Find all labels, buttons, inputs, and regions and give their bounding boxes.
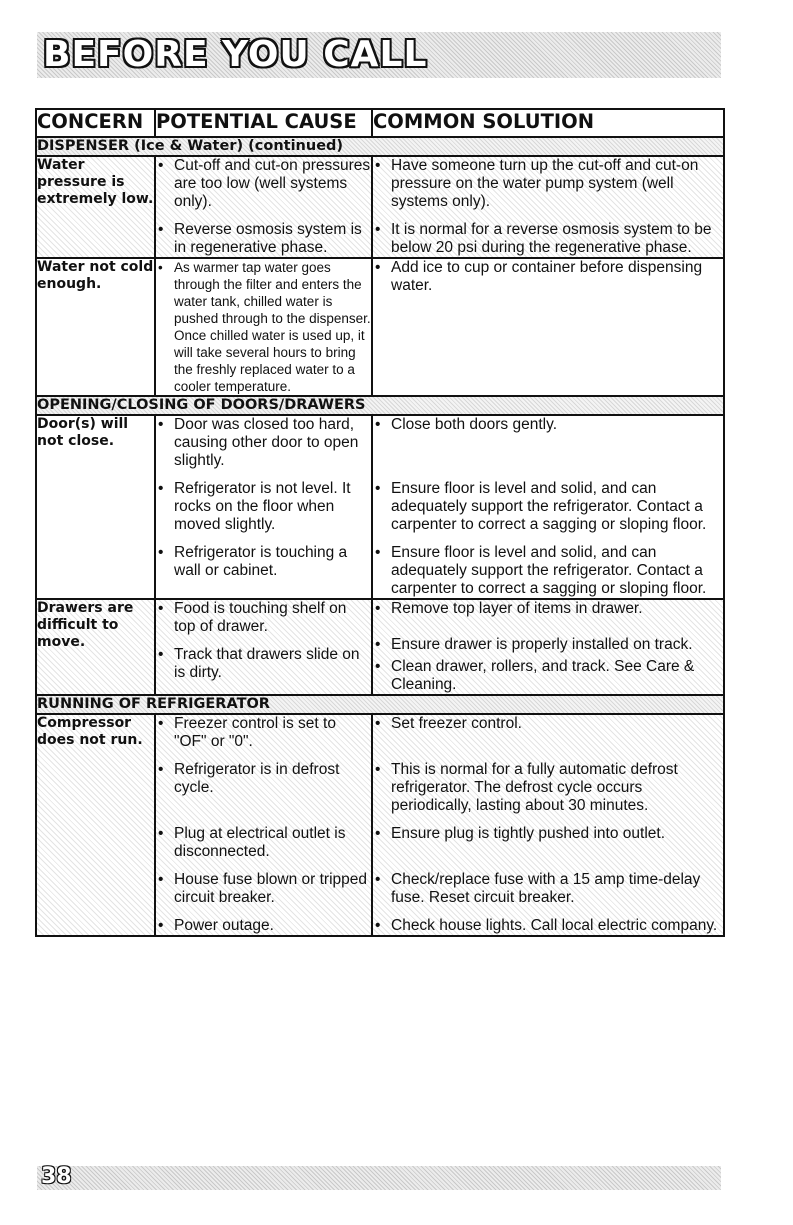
solution-item: • Add ice to cup or container before dispensing water.: [373, 259, 723, 295]
concern-cell: Water not cold enough.: [36, 258, 155, 396]
cause-item: • Freezer control is set to "OF" or "0".: [156, 715, 371, 751]
concern-cell: Compressor does not run.: [36, 714, 155, 936]
solution-cell: [372, 156, 724, 258]
page-number: 38: [41, 1164, 72, 1189]
page-number-bar: [37, 1166, 721, 1190]
concern-cell: Drawers are difficult to move.: [36, 599, 155, 695]
concern-cell: Door(s) will not close.: [36, 415, 155, 599]
cause-item: • Door was closed too hard, causing other door to open slightly.: [156, 416, 371, 470]
section-title-doors-drawers: OPENING/CLOSING OF DOORS/DRAWERS: [36, 396, 724, 415]
cause-item: • Refrigerator is touching a wall or cabinet.: [156, 544, 371, 580]
solution-cell: [372, 714, 724, 936]
cause-cell: [155, 599, 372, 695]
solution-item: • Ensure floor is level and solid, and can adequately support the refrigerator. Contact a carpenter to correct a sagging or sloping floor.: [373, 480, 723, 534]
solution-item: • Ensure drawer is properly installed on track.: [373, 636, 723, 654]
table-row: [36, 599, 724, 695]
solution-cell: [372, 415, 724, 599]
solution-item: • Remove top layer of items in drawer.: [373, 600, 723, 618]
solution-item: • Check house lights. Call local electric company.: [373, 917, 723, 935]
solution-cell: [372, 599, 724, 695]
header-concern: CONCERN: [36, 109, 155, 137]
table-row: [36, 258, 724, 396]
header-potential-cause: POTENTIAL CAUSE: [155, 109, 372, 137]
concern-cell: Water pressure is extremely low.: [36, 156, 155, 258]
table-row: [36, 156, 724, 258]
page-title: BEFORE YOU CALL: [43, 34, 428, 75]
solution-item: • Ensure floor is level and solid, and can adequately support the refrigerator. Contact a carpenter to correct a sagging or sloping floor.: [373, 544, 723, 598]
table-row: [36, 714, 724, 936]
section-row: [36, 396, 724, 415]
cause-item: • As warmer tap water goes through the filter and enters the water tank, chilled water is pushed through to the dispenser. Once chilled water is used up, it will take several hours to bring the freshly replaced water to a cooler temperature.: [156, 259, 371, 395]
cause-item: • Refrigerator is not level. It rocks on the floor when moved slightly.: [156, 480, 371, 534]
table-header-row: [36, 109, 724, 137]
cause-item: • Refrigerator is in defrost cycle.: [156, 761, 371, 797]
cause-cell: [155, 156, 372, 258]
section-row: [36, 137, 724, 156]
cause-item: • Reverse osmosis system is in regenerative phase.: [156, 221, 371, 257]
cause-item: • House fuse blown or tripped circuit breaker.: [156, 871, 371, 907]
page-title-banner: [37, 32, 721, 78]
cause-cell: [155, 714, 372, 936]
section-row: [36, 695, 724, 714]
cause-item: • Plug at electrical outlet is disconnected.: [156, 825, 371, 861]
solution-item: • It is normal for a reverse osmosis system to be below 20 psi during the regenerative phase.: [373, 221, 723, 257]
solution-item: • Clean drawer, rollers, and track. See Care & Cleaning.: [373, 658, 723, 694]
section-title-running: RUNNING OF REFRIGERATOR: [36, 695, 724, 714]
solution-cell: [372, 258, 724, 396]
section-title-dispenser: DISPENSER (Ice & Water) (continued): [36, 137, 724, 156]
solution-item: • Check/replace fuse with a 15 amp time-delay fuse. Reset circuit breaker.: [373, 871, 723, 907]
solution-item: • Have someone turn up the cut-off and cut-on pressure on the water pump system (well systems only).: [373, 157, 723, 211]
header-common-solution: COMMON SOLUTION: [372, 109, 724, 137]
cause-item: • Food is touching shelf on top of drawer.: [156, 600, 371, 636]
solution-item: • Close both doors gently.: [373, 416, 723, 434]
cause-item: • Cut-off and cut-on pressures are too low (well systems only).: [156, 157, 371, 211]
table-row: [36, 415, 724, 599]
solution-item: • This is normal for a fully automatic defrost refrigerator. The defrost cycle occurs periodically, lasting about 30 minutes.: [373, 761, 723, 815]
cause-item: • Power outage.: [156, 917, 371, 935]
solution-item: • Set freezer control.: [373, 715, 723, 733]
cause-cell: [155, 415, 372, 599]
cause-cell: [155, 258, 372, 396]
solution-item: • Ensure plug is tightly pushed into outlet.: [373, 825, 723, 843]
cause-item: • Track that drawers slide on is dirty.: [156, 646, 371, 682]
troubleshooting-table: [35, 108, 725, 937]
